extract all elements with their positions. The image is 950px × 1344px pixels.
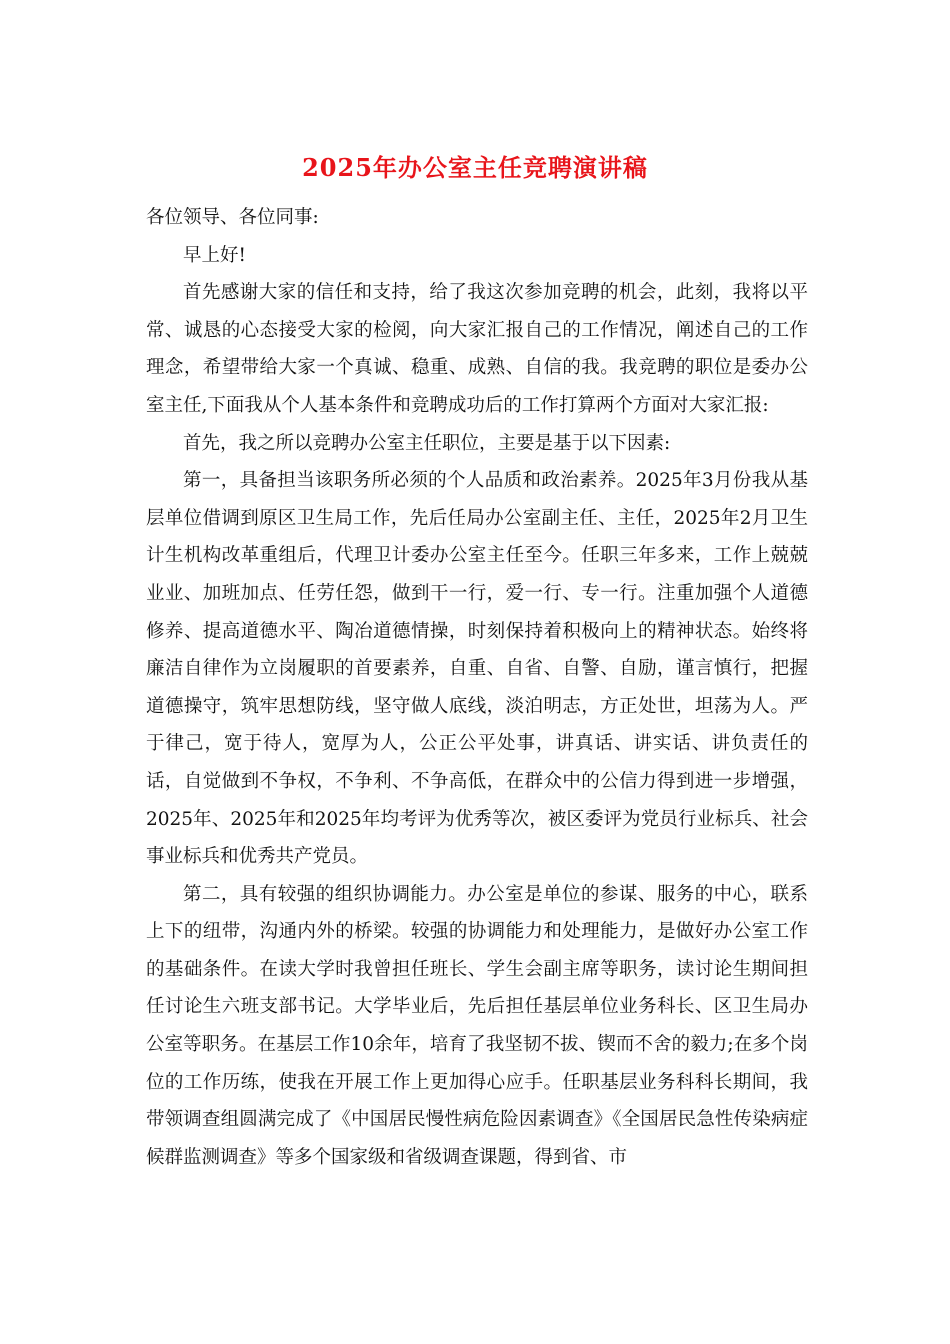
reasons-intro-paragraph: 首先，我之所以竞聘办公室主任职位，主要是基于以下因素: [183,432,671,454]
first-reason-paragraph: 第一，具备担当该职务所必须的个人品质和政治素养。2025年3月份我从基层单位借调到原区卫生局工作，先后任局办公室副主任、主任，2025年2月卫生计生机构改革重组后，代理卫计委办公室主任至今。任职三年多来，工作上兢兢业业、加班加点、任劳任怨，做到干一行，爱一行、专一行。注重加强个人道德修养、提高道德水平、陶冶道德情操，时刻保持着积极向上的精神状态。始终将廉洁自律作为立岗履职的首要素养，自重、自省、自警、自励，谨言慎行，把握道德操守，筑牢思想防线，坚守做人底线，淡泊明志，方正处世，坦荡为人。严于律己，宽于待人，宽厚为人，公正公平处事，讲真话、讲实话、讲负责任的话，自觉做到不争权，不争利、不争高低，在群众中的公信力得到进一步增强，2025年、2025年和2025年均考评为优秀等次，被区委评为党员行业标兵、社会事业标兵和优秀共产党员。 [146,470,808,868]
second-reason-paragraph: 第二，具有较强的组织协调能力。办公室是单位的参谋、服务的中心，联系上下的纽带，沟通内外的桥梁。较强的协调能力和处理能力，是做好办公室工作的基础条件。在读大学时我曾担任班长、学生会副主席等职务，读讨论生期间担任讨论生六班支部书记。大学毕业后，先后担任基层单位业务科长、区卫生局办公室等职务。在基层工作10余年，培育了我坚韧不拔、锲而不舍的毅力;在多个岗位的工作历练，使我在开展工作上更加得心应手。任职基层业务科科长期间，我带领调查组圆满完成了《中国居民慢性病危险因素调查》《全国居民急性传染病症候群监测调查》等多个国家级和省级调查课题，得到省、市 [146,883,808,1168]
salutation-paragraph: 各位领导、各位同事: [146,207,319,228]
document-body [146,199,808,1176]
document-title: 2025年办公室主任竞聘演讲稿 [302,153,648,182]
intro-paragraph: 首先感谢大家的信任和支持，给了我这次参加竞聘的机会，此刻，我将以平常、诚恳的心态接受大家的检阅，向大家汇报自己的工作情况，阐述自己的工作理念，希望带给大家一个真诚、稳重、成熟、自信的我。我竞聘的职位是委办公室主任,下面我从个人基本条件和竞聘成功后的工作打算两个方面对大家汇报: [146,282,808,416]
greeting-paragraph: 早上好! [183,244,246,266]
